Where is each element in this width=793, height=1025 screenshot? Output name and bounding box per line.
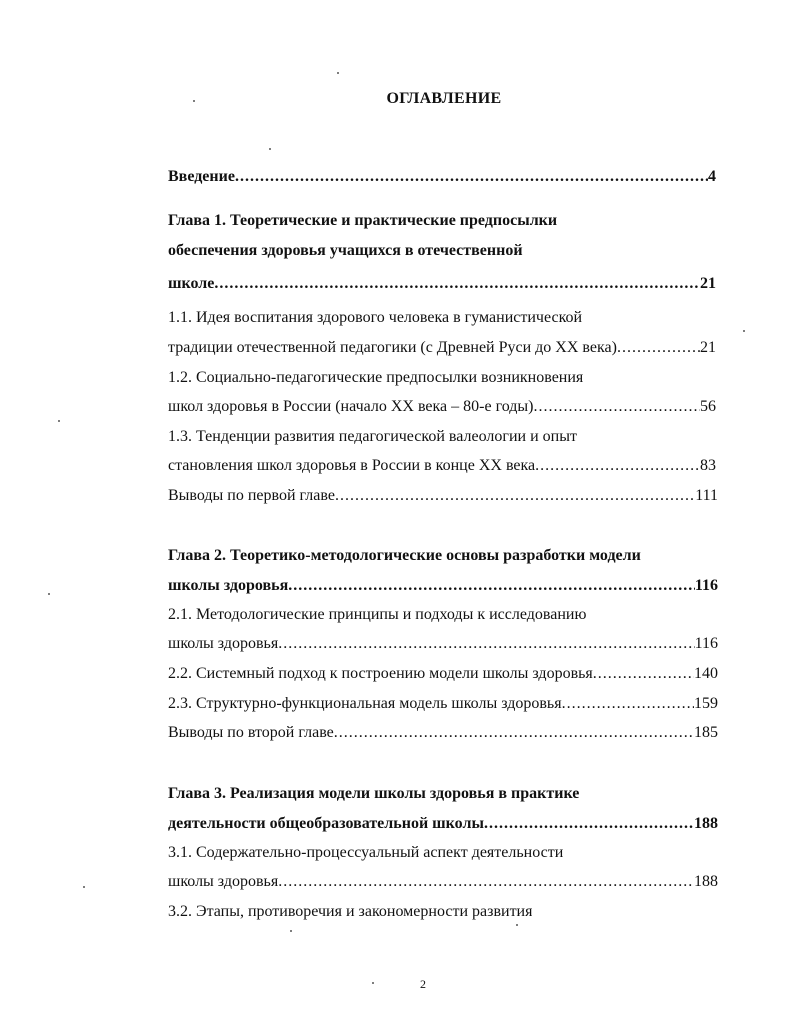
scan-speck (58, 420, 60, 422)
entry-text: деятельности общеобразовательной школы (168, 815, 484, 832)
scan-speck (83, 886, 85, 888)
section-1-3-line1[interactable]: 1.3. Тенденции развития педагогической валеологии и опыт (168, 428, 577, 445)
toc-entry-section-1-3[interactable] (168, 455, 716, 477)
entry-text: школе (168, 275, 215, 292)
entry-page: 188 (694, 873, 718, 890)
chapter-3-title-line1[interactable]: Глава 3. Реализация модели школы здоровья в практике (168, 785, 580, 802)
entry-page: 21 (700, 339, 716, 356)
toc-entry-chapter-1-conclusion[interactable] (168, 485, 718, 507)
entry-page: 140 (694, 665, 718, 682)
toc-entry-chapter-3[interactable] (168, 813, 718, 835)
entry-page: 159 (694, 695, 718, 712)
entry-page: 116 (694, 635, 718, 652)
entry-text: школы здоровья (168, 635, 279, 652)
scan-speck (269, 148, 271, 150)
toc-entry-chapter-2-conclusion[interactable] (168, 722, 718, 744)
entry-text: Введение (168, 168, 235, 185)
toc-entry-section-1-2[interactable] (168, 396, 716, 418)
chapter-1-title-line2[interactable]: обеспечения здоровья учащихся в отечественной (168, 242, 523, 259)
entry-text: школы здоровья (168, 577, 289, 594)
toc-entry-chapter-1[interactable] (168, 273, 716, 295)
entry-page: 188 (694, 815, 718, 832)
section-1-2-line1[interactable]: 1.2. Социально-педагогические предпосылки возникновения (168, 369, 584, 386)
entry-text: школы здоровья (168, 873, 279, 890)
scan-speck (337, 72, 339, 74)
scan-speck (48, 593, 50, 595)
scan-speck (372, 982, 374, 984)
toc-entry-section-2-2[interactable] (168, 663, 718, 685)
section-2-1-line1[interactable]: 2.1. Методологические принципы и подходы к исследованию (168, 606, 587, 623)
scan-speck (516, 924, 518, 926)
toc-entry-section-2-1[interactable] (168, 633, 718, 655)
entry-page: 111 (695, 487, 718, 504)
toc-entry-section-2-3[interactable] (168, 693, 718, 715)
entry-text: Выводы по первой главе (168, 487, 335, 504)
entry-page: 4 (708, 168, 716, 185)
section-3-2-line1[interactable]: 3.2. Этапы, противоречия и закономерности развития (168, 903, 533, 920)
page-number: 2 (420, 977, 426, 991)
scan-speck (193, 100, 195, 102)
entry-text: школ здоровья в России (начало XX века – 80-е годы) (168, 398, 534, 415)
chapter-2-title-line1[interactable]: Глава 2. Теоретико-методологические основы разработки модели (168, 547, 641, 564)
toc-entry-section-1-1[interactable] (168, 337, 716, 359)
entry-text: становления школ здоровья в России в конце XX века (168, 457, 536, 474)
scan-speck (290, 930, 292, 932)
entry-text: 2.3. Структурно-функциональная модель школы здоровья (168, 695, 562, 712)
entry-text: 2.2. Системный подход к построению модели школы здоровья (168, 665, 593, 682)
entry-page: 56 (700, 398, 716, 415)
entry-text: традиции отечественной педагогики (с Древней Руси до XX века) (168, 339, 617, 356)
entry-page: 185 (694, 724, 718, 741)
section-1-1-line1[interactable]: 1.1. Идея воспитания здорового человека в гуманистической (168, 309, 583, 326)
chapter-1-title-line1[interactable]: Глава 1. Теоретические и практические предпосылки (168, 212, 558, 229)
entry-page: 83 (700, 457, 716, 474)
toc-entry-chapter-2[interactable] (168, 575, 718, 597)
entry-text: Выводы по второй главе (168, 724, 334, 741)
page-title: ОГЛАВЛЕНИЕ (386, 90, 502, 107)
toc-entry-section-3-1[interactable] (168, 871, 718, 893)
entry-page: 116 (694, 577, 718, 594)
scan-speck (743, 330, 745, 332)
entry-page: 21 (700, 275, 716, 292)
toc-entry-introduction[interactable] (168, 166, 716, 188)
section-3-1-line1[interactable]: 3.1. Содержательно-процессуальный аспект деятельности (168, 844, 564, 861)
